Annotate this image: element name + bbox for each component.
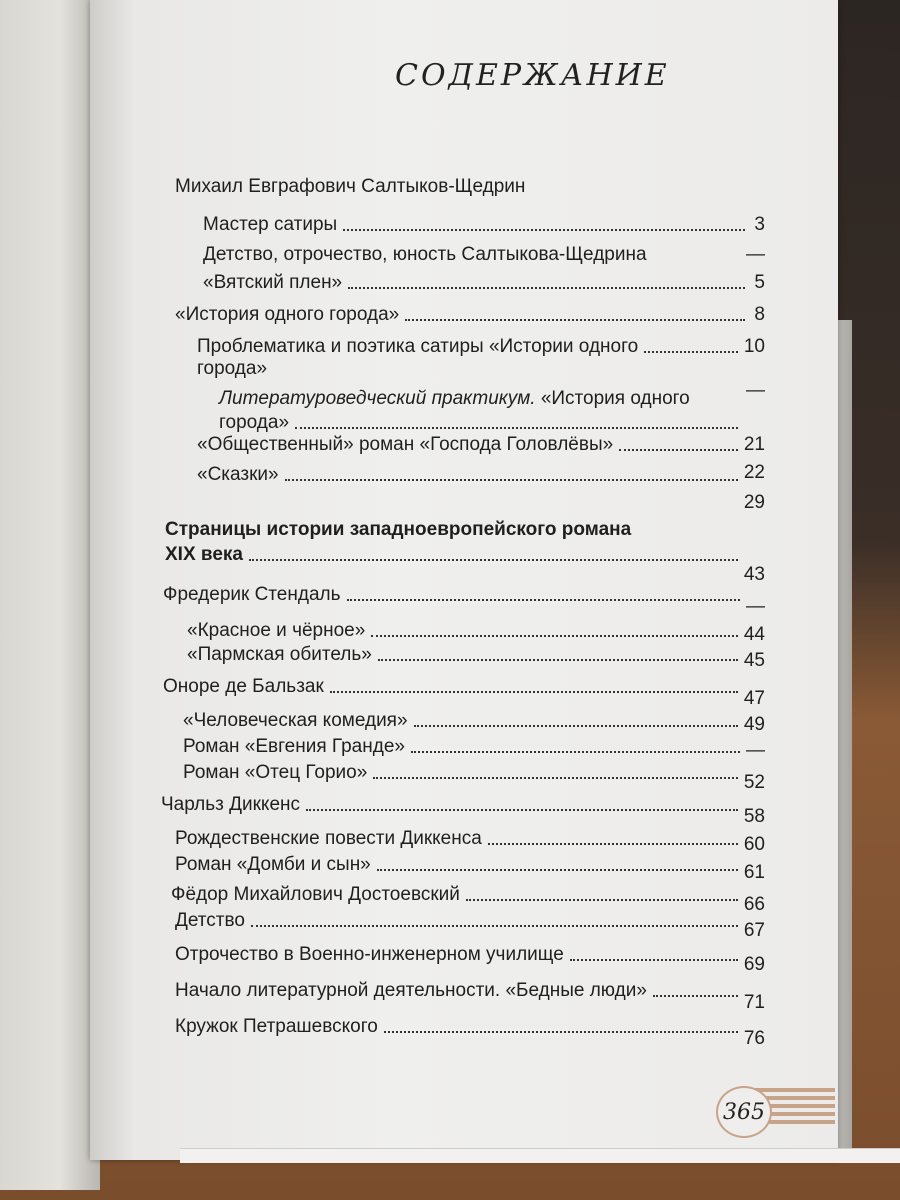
leader-dots (466, 899, 738, 901)
toc-entry-label: «Сказки» (197, 464, 279, 485)
leader-dots (619, 449, 738, 451)
toc-entry-page: 49 (743, 714, 765, 735)
leader-dots (378, 659, 738, 661)
toc-entry-page: 60 (743, 834, 765, 855)
toc-entry[interactable] (175, 944, 765, 975)
toc-entry-label: города» (219, 412, 290, 433)
toc-entry-page: 69 (743, 954, 765, 975)
leader-dots (414, 725, 738, 727)
leader-dots (488, 843, 738, 845)
toc-entry-page: 61 (743, 862, 765, 883)
toc-entry-page: 67 (743, 920, 765, 941)
toc-entry[interactable] (187, 644, 765, 671)
leader-dots (343, 229, 745, 231)
leader-dots (285, 479, 738, 481)
toc-entry[interactable] (187, 620, 765, 645)
toc-entry-label: Фредерик Стендаль (163, 584, 341, 605)
toc-entry-page: 45 (743, 650, 765, 671)
leader-dots (411, 751, 740, 753)
toc-entry-label: Мастер сатиры (203, 214, 338, 235)
toc-entry-label: «Человеческая комедия» (183, 710, 408, 731)
toc-entry-page: 44 (743, 624, 765, 645)
toc-entry-label: Рождественские повести Диккенса (175, 828, 482, 849)
toc-entry-label: Детство, отрочество, юность Салтыкова-Щедрина (203, 244, 647, 265)
toc-entry-label: XIX века (165, 544, 243, 565)
toc-entry-label: Роман «Евгения Гранде» (183, 736, 405, 757)
leader-dots (373, 777, 738, 779)
toc-entry[interactable] (175, 980, 765, 1013)
toc-entry-page: — (746, 596, 765, 617)
toc-entry-label: «Пармская обитель» (187, 644, 372, 665)
toc-entry-label: «Общественный» роман «Господа Головлёвы» (197, 434, 614, 455)
toc-entry-page: 22 (743, 462, 765, 483)
toc-entry[interactable] (175, 304, 765, 326)
toc-entry-label: города» (197, 358, 268, 379)
toc-entry-label (219, 388, 690, 410)
toc-entry-page: 5 (754, 272, 765, 293)
toc-entry[interactable] (183, 736, 765, 761)
toc-section-heading: Страницы истории западноевропейского романа (165, 519, 632, 540)
leader-dots (347, 599, 741, 601)
page-bottom-edge (180, 1148, 900, 1163)
leader-dots (653, 995, 738, 997)
toc-entry[interactable] (171, 884, 765, 915)
toc-entry[interactable] (183, 762, 765, 793)
toc-entry-label-rest: «История одного (540, 388, 690, 409)
toc-entry[interactable] (197, 464, 765, 513)
left-page (0, 0, 100, 1190)
toc-entry[interactable] (165, 544, 765, 585)
toc-entry-label: Отрочество в Военно-инженерном училище (175, 944, 564, 965)
leader-dots (644, 351, 738, 353)
toc-entry-page: 52 (743, 772, 765, 793)
toc-entry-label: Фёдор Михайлович Достоевский (171, 884, 460, 905)
toc-entry-label: «Вятский плен» (203, 272, 343, 293)
toc-entry-label: Кружок Петрашевского (175, 1016, 378, 1037)
toc-entry-page: 47 (743, 688, 765, 709)
toc-entry[interactable] (161, 794, 765, 827)
toc-entry[interactable] (175, 828, 765, 855)
toc-entry[interactable] (163, 584, 765, 617)
leader-dots (348, 287, 745, 289)
leader-dots (570, 959, 738, 961)
leader-dots (330, 691, 738, 693)
leader-dots (306, 809, 738, 811)
toc-entry-page: — (746, 380, 765, 401)
page-number: 365 (716, 1086, 772, 1138)
toc-entry-page: — (746, 740, 765, 761)
toc-entry-label: Детство (175, 910, 245, 931)
page-title: СОДЕРЖАНИЕ (395, 58, 670, 93)
leader-dots (384, 1031, 738, 1033)
toc-entry[interactable] (163, 676, 765, 709)
toc-entry[interactable] (203, 244, 765, 266)
toc-entry-label: «Красное и чёрное» (187, 620, 366, 641)
toc-entry-label: Роман «Домби и сын» (175, 854, 371, 875)
toc-entry-label: Начало литературной деятельности. «Бедные люди» (175, 980, 647, 1001)
toc-entry-page: 58 (743, 806, 765, 827)
toc-entry-page: 76 (743, 1028, 765, 1049)
toc-entry-page: 8 (754, 304, 765, 325)
toc-entry-page: 3 (754, 214, 765, 235)
toc-entry-page: 43 (743, 564, 765, 585)
toc-entry-italic-label: Литературоведческий практикум. (219, 388, 536, 409)
toc-author-heading: Михаил Евграфович Салтыков-Щедрин (175, 176, 526, 197)
toc-entry-label: Проблематика и поэтика сатиры «Истории одного (197, 336, 639, 357)
leader-dots (371, 635, 738, 637)
toc-entry-label: Чарльз Диккенс (161, 794, 301, 815)
leader-dots (251, 925, 738, 927)
toc-entry-page: — (746, 244, 765, 265)
toc-entry[interactable] (175, 1016, 765, 1049)
toc-entry[interactable] (183, 710, 765, 735)
toc-entry-page: 71 (743, 992, 765, 1013)
leader-dots (405, 319, 745, 321)
toc-entry-page: 10 (743, 336, 765, 357)
leader-dots (377, 869, 738, 871)
toc-entry[interactable] (203, 214, 765, 236)
toc-entry[interactable] (203, 272, 765, 294)
toc-entry[interactable] (175, 854, 765, 883)
toc-entry-label: «История одного города» (175, 304, 400, 325)
leader-dots (295, 427, 738, 429)
toc-entry-label: Оноре де Бальзак (163, 676, 324, 697)
toc-entry-page: 29 (743, 492, 765, 513)
toc-entry-page: 21 (743, 434, 765, 455)
leader-dots (249, 559, 738, 561)
toc-entry-label: Роман «Отец Горио» (183, 762, 368, 783)
toc-entry[interactable] (175, 910, 765, 941)
toc-entry-page: 66 (743, 894, 765, 915)
toc-entry[interactable] (197, 336, 765, 358)
